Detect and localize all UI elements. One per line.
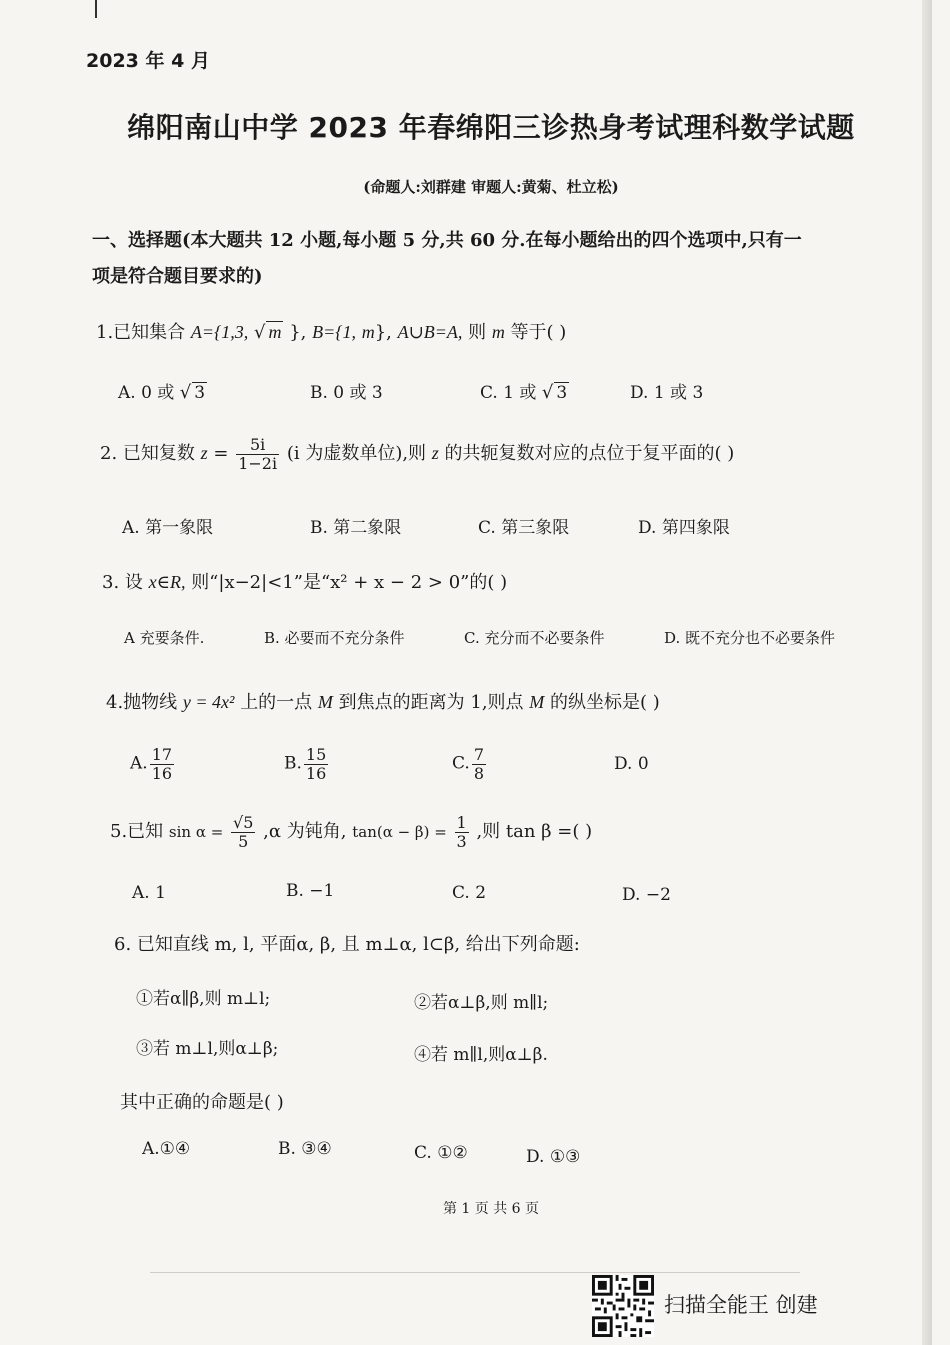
q5-tan: tan(α − β) = <box>352 823 447 842</box>
q6-prop-3: ③若 m⊥l,则α⊥β; <box>136 1039 279 1059</box>
q4-option-c: C. $\frac{7}{8}$ <box>452 745 484 783</box>
q1-var-m: m <box>361 322 375 342</box>
q4-mid2: 到焦点的距离为 1,则点 <box>338 692 524 713</box>
q6-prop-2: ②若α⊥β,则 m∥l; <box>414 993 549 1013</box>
sqrt-m: m <box>268 322 282 342</box>
q3-option-b: B. 必要而不充分条件 <box>264 629 405 647</box>
q2-option-d: D. 第四象限 <box>638 518 730 538</box>
q4-mid: 上的一点 <box>240 692 313 713</box>
q5-tail: ,则 tan β =( ) <box>476 821 593 843</box>
q6-prop-1: ①若α∥β,则 m⊥l; <box>136 989 271 1009</box>
page-edge <box>922 0 932 1345</box>
q3-option-d: D. 既不充分也不必要条件 <box>664 629 836 647</box>
q3-option-c: C. 充分而不必要条件 <box>464 629 605 647</box>
q4-point-m2: M <box>529 692 545 712</box>
q5-pre: 5.已知 <box>110 821 164 843</box>
q1-tail: 则 <box>468 322 487 343</box>
q3-pre: 3. 设 <box>102 572 143 593</box>
q5-sin: sin α = <box>168 823 224 842</box>
q1-var-m2: m <box>491 322 505 342</box>
q3-mid: 则“|x−2|<1”是“x² + x − 2 > 0”的( ) <box>191 572 508 593</box>
q2-mid: (i 为虚数单位),则 <box>286 443 427 465</box>
q1-option-a: A. 0 或 √ 3 <box>118 382 206 403</box>
q1-option-b: B. 0 或 3 <box>310 383 383 403</box>
q3-option-a: A 充要条件. <box>124 629 205 647</box>
footer-divider <box>150 1272 800 1273</box>
question-4 <box>106 688 660 714</box>
q6-option-a: A.①④ <box>142 1139 191 1159</box>
q4-option-d: D. 0 <box>614 754 649 774</box>
q5-mid: ,α 为钝角, <box>263 821 347 843</box>
q2-var-z: z <box>200 443 208 464</box>
q1-set-b-close: }, <box>374 322 392 343</box>
page-title: 绵阳南山中学 2023 年春绵阳三诊热身考试理科数学试题 <box>127 111 855 144</box>
section-heading-line2: 项是符合题目要求的) <box>92 266 263 287</box>
q5-option-b: B. −1 <box>286 881 335 901</box>
q2-var-z2: z <box>431 443 439 464</box>
question-3 <box>102 568 507 594</box>
q4-tail: 的纵坐标是( ) <box>550 692 660 713</box>
q6-option-b: B. ③④ <box>278 1139 332 1159</box>
q2-pre: 2. 已知复数 <box>100 443 195 465</box>
q4-option-a: A. $\frac{17}{16}$ <box>130 745 173 783</box>
section-heading-line1: 一、选择题(本大题共 12 小题,每小题 5 分,共 60 分.在每小题给出的四个选项中,只有一 <box>92 230 802 251</box>
authors-line: (命题人:刘群建 审题人:黄菊、杜立松) <box>363 178 619 196</box>
q1-option-d: D. 1 或 3 <box>630 383 704 403</box>
scanner-brand: 扫描全能王 创建 <box>664 1293 818 1317</box>
question-6: 6. 已知直线 m, l, 平面α, β, 且 m⊥α, l⊂β, 给出下列命题: <box>114 934 580 955</box>
q4-option-b: B. $\frac{15}{16}$ <box>284 745 327 783</box>
q4-equation: y = 4x² <box>182 692 235 712</box>
q5-option-d: D. −2 <box>622 885 671 905</box>
q2-tail: 的共轭复数对应的点位于复平面的( ) <box>444 443 735 465</box>
q4-point-m: M <box>317 692 333 712</box>
q5-option-c: C. 2 <box>452 883 487 903</box>
question-5 <box>110 814 592 850</box>
q2-fraction: $\frac{5i}{1-2i}$ <box>238 435 278 473</box>
q6-option-d: D. ①③ <box>526 1147 581 1167</box>
q5-option-a: A. 1 <box>132 883 166 903</box>
q6-option-c: C. ①② <box>414 1143 468 1163</box>
q5-fraction-2: $\frac{1}{3}$ <box>456 813 467 851</box>
q1-tail2: 等于( ) <box>510 322 567 343</box>
q1-set-a: A={1,3, <box>190 322 249 342</box>
q1-pre: 1.已知集合 <box>96 322 186 343</box>
q1-set-b: B={1, <box>312 322 356 342</box>
margin-mark <box>95 0 97 18</box>
exam-date: 2023 年 4 月 <box>86 50 210 72</box>
q6-prop-4: ④若 m∥l,则α⊥β. <box>414 1045 548 1065</box>
q2-option-c: C. 第三象限 <box>478 518 570 538</box>
q2-option-b: B. 第二象限 <box>310 518 402 538</box>
q5-fraction-1: $\frac{√5}{5}$ <box>233 813 254 851</box>
q1-set-a-close: }, <box>289 322 307 343</box>
q1-union: A∪B=A, <box>397 322 463 342</box>
qr-code-icon <box>592 1275 654 1337</box>
q2-option-a: A. 第一象限 <box>122 518 214 538</box>
q1-option-c: C. 1 或 √ 3 <box>480 382 568 403</box>
page-number: 第 1 页 共 6 页 <box>442 1201 540 1217</box>
q6-ask: 其中正确的命题是( ) <box>120 1092 284 1113</box>
question-2: 2. 已知复数 z = $\frac{5i}{1-2i}$ (i 为虚数单位),则 z 的共轭复数对应的点位于复平面的( ) <box>100 435 735 473</box>
question-1 <box>96 318 566 344</box>
q3-in-r: x∈R, <box>148 572 186 592</box>
sqrt-symbol: √ <box>254 322 266 343</box>
q4-pre: 4.抛物线 <box>106 692 178 713</box>
